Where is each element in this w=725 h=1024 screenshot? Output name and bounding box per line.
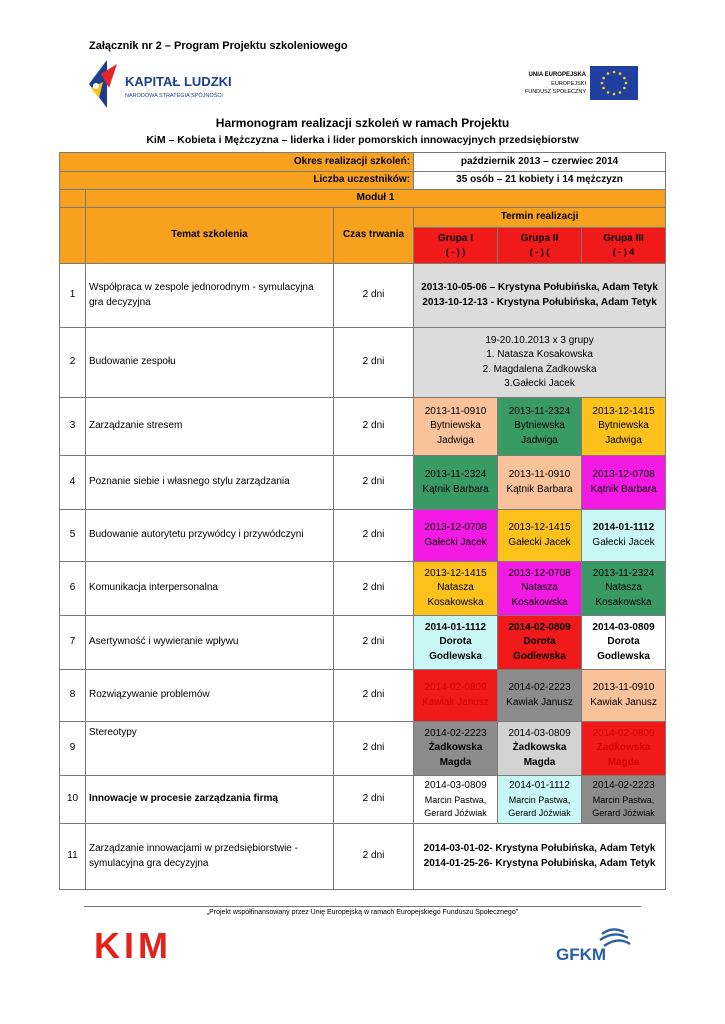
group-1-cell bbox=[414, 510, 498, 562]
header-term: Termin realizacji bbox=[414, 208, 666, 228]
term-line: 2014-01-25-26- Krystyna Połubińska, Adam Tetyk bbox=[423, 857, 656, 869]
eu-text-3: FUNDUSZ SPOŁECZNY bbox=[524, 89, 586, 95]
cell-trainer: Kątnik Barbara bbox=[506, 483, 573, 495]
cell-date: 2014-02-0809 bbox=[424, 682, 487, 693]
cell-trainer: Marcin Pastwa, Gerard Jóźwiak bbox=[508, 794, 571, 818]
row-duration: 2 dni bbox=[334, 264, 414, 328]
cell-date: 2013-11-0910 bbox=[508, 469, 571, 480]
header-row-1 bbox=[60, 208, 666, 228]
table-row bbox=[60, 456, 666, 510]
row-topic: Asertywność i wywieranie wpływu bbox=[86, 616, 334, 670]
row-topic: Komunikacja interpersonalna bbox=[86, 562, 334, 616]
participants-value: 35 osób – 21 kobiety i 14 mężczyzn bbox=[414, 172, 666, 190]
header-group-2 bbox=[498, 228, 582, 264]
row-topic: Budowanie zespołu bbox=[86, 328, 334, 398]
group-3-cell bbox=[582, 776, 666, 824]
cell-trainer: Kawiak Janusz bbox=[590, 696, 657, 708]
group-2-sub: ( - ) ( bbox=[529, 247, 550, 258]
table-row bbox=[60, 398, 666, 456]
period-row bbox=[60, 153, 666, 172]
row-duration: 2 dni bbox=[334, 616, 414, 670]
term-line: 1. Natasza Kosakowska bbox=[486, 349, 593, 360]
row-topic: Zarządzanie innowacjami w przedsiębiorstwie - symulacyjna gra decyzyjna bbox=[86, 824, 334, 890]
group-3-cell bbox=[582, 722, 666, 776]
term-line: 2013-10-12-13 - Krystyna Połubińska, Adam Tetyk bbox=[422, 296, 657, 308]
document-title: Harmonogram realizacji szkoleń w ramach Projektu bbox=[215, 116, 510, 130]
gfkm-logo bbox=[556, 924, 636, 964]
cell-date: 2013-11-2324 bbox=[508, 405, 571, 417]
cell-trainer: Dorota Godlewska bbox=[429, 636, 482, 662]
term-line: 2. Magdalena Żadkowska bbox=[482, 363, 597, 375]
group-1-sub: ( - ) ) bbox=[445, 247, 466, 258]
group-1-cell bbox=[414, 722, 498, 776]
header-no bbox=[60, 208, 86, 264]
group-1-label: Grupa I bbox=[438, 232, 474, 244]
gfkm-logo-text: GFKM bbox=[556, 945, 607, 964]
row-topic: Rozwiązywanie problemów bbox=[86, 670, 334, 722]
row-term bbox=[414, 328, 666, 398]
row-number: 10 bbox=[60, 776, 86, 824]
kapital-ludzki-text: KAPITAŁ LUDZKI bbox=[125, 74, 232, 89]
row-number: 6 bbox=[60, 562, 86, 616]
cell-date: 2013-11-0910 bbox=[424, 405, 487, 417]
cell-date: 2013-12-0708 bbox=[424, 522, 487, 533]
eu-text-2: EUROPEJSKI bbox=[551, 81, 586, 87]
row-number: 2 bbox=[60, 328, 86, 398]
cell-date: 2014-02-2223 bbox=[508, 682, 571, 693]
row-topic: Innowacje w procesie zarządzania firmą bbox=[86, 776, 334, 824]
kim-logo bbox=[94, 926, 216, 962]
row-number: 7 bbox=[60, 616, 86, 670]
table-row bbox=[60, 670, 666, 722]
group-2-cell bbox=[498, 398, 582, 456]
cell-date: 2014-01-1112 bbox=[509, 780, 570, 792]
cell-trainer: Marcin Pastwa, Gerard Jóźwiak bbox=[424, 794, 487, 818]
term-line: 2014-03-01-02- Krystyna Połubińska, Adam Tetyk bbox=[423, 843, 656, 854]
group-2-cell bbox=[498, 510, 582, 562]
cell-trainer: Żadkowska Magda bbox=[428, 742, 483, 768]
row-number: 3 bbox=[60, 398, 86, 456]
cell-trainer: Gałecki Jacek bbox=[592, 536, 655, 548]
eu-text-1: UNIA EUROPEJSKA bbox=[528, 72, 586, 78]
group-3-cell bbox=[582, 670, 666, 722]
module-corner bbox=[60, 190, 86, 208]
cell-trainer: Bytniewska Jadwiga bbox=[598, 420, 649, 446]
row-duration: 2 dni bbox=[334, 722, 414, 776]
table-row bbox=[60, 510, 666, 562]
cell-trainer: Gałecki Jacek bbox=[508, 536, 571, 548]
row-topic: Poznanie siebie i własnego stylu zarządzania bbox=[86, 456, 334, 510]
cell-trainer: Kątnik Barbara bbox=[422, 483, 489, 495]
cell-date: 2013-12-1415 bbox=[508, 522, 571, 533]
row-number: 8 bbox=[60, 670, 86, 722]
table-row bbox=[60, 264, 666, 328]
cell-trainer: Bytniewska Jadwiga bbox=[514, 420, 565, 446]
table-row bbox=[60, 562, 666, 616]
module-title: Moduł 1 bbox=[86, 190, 666, 208]
cell-date: 2014-02-0809 bbox=[592, 727, 655, 739]
row-duration: 2 dni bbox=[334, 776, 414, 824]
cell-trainer: Natasza Kosakowska bbox=[511, 582, 568, 608]
cell-trainer: Żadkowska Magda bbox=[512, 742, 567, 768]
row-term bbox=[414, 264, 666, 328]
group-2-label: Grupa II bbox=[520, 232, 559, 244]
cell-trainer: Gałecki Jacek bbox=[424, 536, 487, 548]
term-line: 3.Gałecki Jacek bbox=[504, 378, 575, 389]
cell-date: 2014-03-0809 bbox=[508, 727, 571, 739]
group-3-cell bbox=[582, 456, 666, 510]
row-duration: 2 dni bbox=[334, 398, 414, 456]
cell-trainer: Żadkowska Magda bbox=[596, 742, 651, 768]
row-number: 9 bbox=[60, 722, 86, 776]
row-duration: 2 dni bbox=[334, 510, 414, 562]
table-row bbox=[60, 824, 666, 890]
kapital-ludzki-subtext: NARODOWA STRATEGIA SPÓJNOŚCI bbox=[125, 93, 223, 99]
cell-trainer: Kawiak Janusz bbox=[506, 696, 573, 708]
period-label: Okres realizacji szkoleń: bbox=[60, 153, 414, 172]
row-number: 1 bbox=[60, 264, 86, 328]
cell-trainer: Kątnik Barbara bbox=[590, 483, 657, 495]
group-1-cell bbox=[414, 616, 498, 670]
group-2-cell bbox=[498, 562, 582, 616]
row-topic: Stereotypy bbox=[86, 722, 334, 776]
cell-trainer: Dorota Godlewska bbox=[597, 636, 650, 662]
schedule-table bbox=[59, 152, 666, 890]
group-1-cell bbox=[414, 670, 498, 722]
cell-date: 2013-11-2324 bbox=[592, 567, 655, 579]
kapital-ludzki-logo bbox=[87, 58, 262, 110]
footer-note: „Projekt współfinansowany przez Unię Europejską w ramach Europejskiego Funduszu Społecznego" bbox=[206, 909, 519, 916]
row-number: 11 bbox=[60, 824, 86, 890]
table-row bbox=[60, 722, 666, 776]
group-2-cell bbox=[498, 616, 582, 670]
group-3-sub: ( - ) 4 bbox=[612, 247, 635, 258]
group-3-cell bbox=[582, 510, 666, 562]
group-2-cell bbox=[498, 776, 582, 824]
header-group-3 bbox=[582, 228, 666, 264]
document-subtitle: KiM – Kobieta i Mężczyzna – liderka i lider pomorskich innowacyjnych przedsiębiorstw bbox=[146, 134, 579, 146]
cell-trainer: Marcin Pastwa, Gerard Jóźwiak bbox=[592, 794, 655, 818]
row-topic: Współpraca w zespole jednorodnym - symulacyjna gra decyzyjna bbox=[86, 264, 334, 328]
row-duration: 2 dni bbox=[334, 824, 414, 890]
cell-trainer: Natasza Kosakowska bbox=[427, 582, 484, 608]
row-topic: Zarządzanie stresem bbox=[86, 398, 334, 456]
module-row bbox=[60, 190, 666, 208]
cell-date: 2014-03-0809 bbox=[592, 621, 655, 633]
cell-date: 2014-02-0809 bbox=[508, 621, 571, 633]
cell-date: 2014-02-2223 bbox=[592, 780, 655, 792]
group-2-cell bbox=[498, 722, 582, 776]
period-value: październik 2013 – czerwiec 2014 bbox=[414, 153, 666, 172]
table-row bbox=[60, 616, 666, 670]
cell-date: 2013-12-1415 bbox=[424, 567, 487, 579]
term-line: 2013-10-05-06 – Krystyna Połubińska, Adam Tetyk bbox=[421, 282, 658, 293]
group-3-cell bbox=[582, 616, 666, 670]
cell-trainer: Kawiak Janusz bbox=[422, 696, 489, 708]
row-number: 4 bbox=[60, 456, 86, 510]
cell-date: 2013-12-0708 bbox=[592, 469, 655, 480]
group-1-cell bbox=[414, 562, 498, 616]
group-3-cell bbox=[582, 398, 666, 456]
cell-date: 2013-12-1415 bbox=[592, 405, 655, 417]
row-duration: 2 dni bbox=[334, 562, 414, 616]
participants-label: Liczba uczestników: bbox=[60, 172, 414, 190]
group-1-cell bbox=[414, 398, 498, 456]
participants-row bbox=[60, 172, 666, 190]
group-3-cell bbox=[582, 562, 666, 616]
group-2-cell bbox=[498, 456, 582, 510]
row-duration: 2 dni bbox=[334, 670, 414, 722]
row-term bbox=[414, 824, 666, 890]
cell-trainer: Natasza Kosakowska bbox=[595, 582, 652, 608]
group-1-cell bbox=[414, 456, 498, 510]
cell-date: 2013-11-0910 bbox=[592, 682, 655, 693]
eu-flag-logo bbox=[500, 64, 640, 104]
footer-divider bbox=[84, 906, 641, 907]
row-duration: 2 dni bbox=[334, 328, 414, 398]
row-duration: 2 dni bbox=[334, 456, 414, 510]
header-topic: Temat szkolenia bbox=[86, 208, 334, 264]
table-row bbox=[60, 328, 666, 398]
cell-trainer: Dorota Godlewska bbox=[513, 636, 566, 662]
cell-date: 2014-03-0809 bbox=[424, 780, 487, 792]
term-line: 19-20.10.2013 x 3 grupy bbox=[485, 334, 594, 346]
cell-date: 2014-02-2223 bbox=[424, 727, 487, 739]
cell-date: 2014-01-1112 bbox=[592, 522, 655, 533]
group-3-label: Grupa III bbox=[603, 232, 644, 244]
kim-logo-text: KIM bbox=[94, 926, 172, 962]
cell-date: 2014-01-1112 bbox=[424, 621, 487, 633]
row-number: 5 bbox=[60, 510, 86, 562]
cell-date: 2013-12-0708 bbox=[508, 567, 571, 579]
cell-date: 2013-11-2324 bbox=[424, 469, 487, 480]
attachment-title: Załącznik nr 2 – Program Projektu szkoleniowego bbox=[89, 40, 348, 52]
row-topic: Budowanie autorytetu przywódcy i przywódczyni bbox=[86, 510, 334, 562]
cell-trainer: Bytniewska Jadwiga bbox=[430, 420, 481, 446]
group-2-cell bbox=[498, 670, 582, 722]
group-1-cell bbox=[414, 776, 498, 824]
header-group-1 bbox=[414, 228, 498, 264]
table-row bbox=[60, 776, 666, 824]
header-duration: Czas trwania bbox=[334, 208, 414, 264]
